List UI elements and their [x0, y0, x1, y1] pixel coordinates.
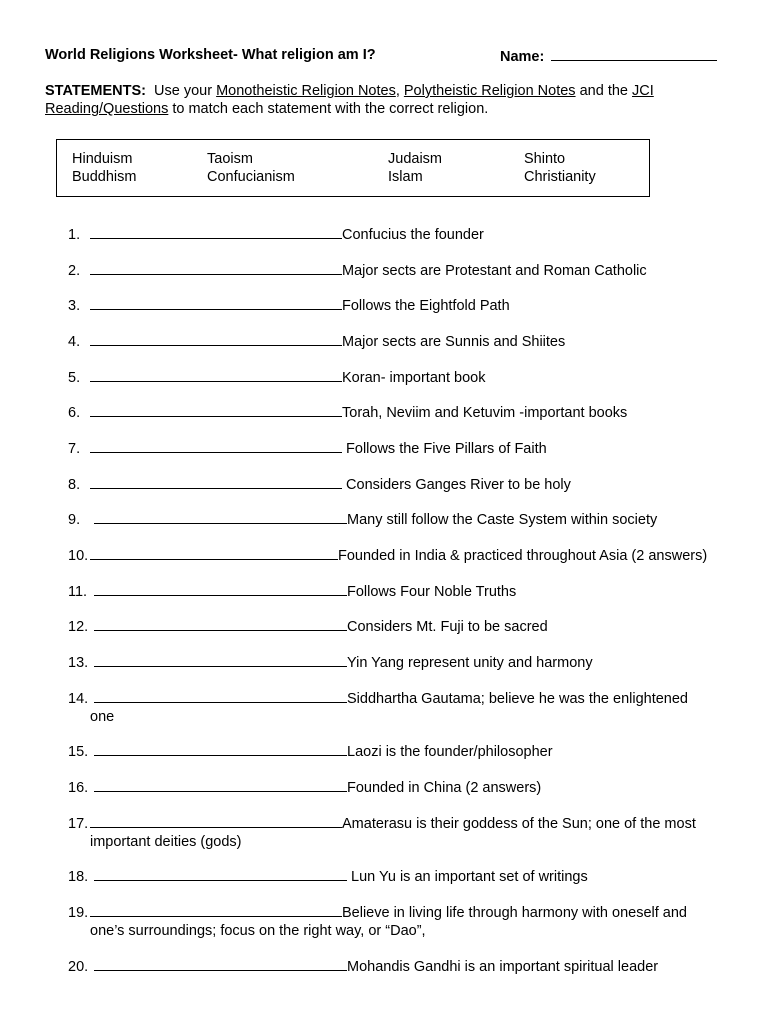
question-text: Follows the Five Pillars of Faith [342, 441, 547, 457]
statements-label: STATEMENTS: [45, 83, 146, 99]
question-text: Amaterasu is their goddess of the Sun; one of the most [342, 816, 696, 832]
question-item [68, 583, 738, 601]
religion-islam: Islam [388, 169, 423, 185]
jci-link-part-2: Reading/Questions [45, 101, 169, 117]
question-number: 11. [68, 584, 88, 600]
question-text: Koran- important book [342, 370, 486, 386]
question-text-continued: important deities (gods) [90, 834, 242, 850]
question-item [68, 958, 738, 976]
answer-blank[interactable] [90, 547, 338, 560]
question-number: 6. [68, 405, 81, 421]
question-text: Siddhartha Gautama; believe he was the enlightened [347, 691, 688, 707]
question-number: 13. [68, 655, 89, 671]
question-text: Follows the Eightfold Path [342, 298, 510, 314]
question-text: Considers Ganges River to be holy [342, 477, 571, 493]
answer-blank[interactable] [90, 369, 342, 382]
question-text: Mohandis Gandhi is an important spiritual leader [347, 959, 659, 975]
question-text: Torah, Neviim and Ketuvim -important books [342, 405, 628, 421]
monotheistic-notes-link: Monotheistic Religion Notes [216, 83, 396, 99]
answer-blank[interactable] [94, 958, 347, 971]
question-text: Laozi is the founder/philosopher [347, 744, 553, 760]
question-item [68, 440, 738, 458]
question-text: Believe in living life through harmony with oneself and [342, 905, 687, 921]
question-number: 17. [68, 816, 89, 832]
answer-blank[interactable] [90, 297, 342, 310]
question-item [68, 333, 738, 351]
religion-buddhism: Buddhism [72, 169, 137, 185]
religion-confucianism: Confucianism [207, 169, 295, 185]
answer-blank[interactable] [90, 262, 342, 275]
question-item [68, 511, 738, 529]
question-text: Considers Mt. Fuji to be sacred [347, 619, 548, 635]
answer-blank[interactable] [90, 815, 342, 828]
instructions-text-1: Use your [154, 83, 213, 99]
religion-christianity: Christianity [524, 169, 596, 185]
answer-blank[interactable] [94, 779, 347, 792]
answer-blank[interactable] [90, 404, 342, 417]
question-text: Many still follow the Caste System within society [347, 512, 658, 528]
question-number: 7. [68, 441, 81, 457]
answer-blank[interactable] [94, 583, 347, 596]
question-item [68, 868, 738, 886]
question-number: 8. [68, 477, 81, 493]
question-text: Confucius the founder [342, 227, 484, 243]
instructions-text-2: and the [579, 83, 628, 99]
question-number: 10. [68, 548, 89, 564]
question-number: 5. [68, 370, 81, 386]
answer-blank[interactable] [94, 743, 347, 756]
question-item [68, 690, 738, 726]
name-field[interactable] [500, 47, 717, 65]
question-text: Follows Four Noble Truths [347, 584, 517, 600]
religion-taoism: Taoism [207, 151, 253, 167]
instructions-sep: , [395, 83, 400, 99]
question-item [68, 369, 738, 387]
question-number: 20. [68, 959, 89, 975]
question-item [68, 743, 738, 761]
question-text: Yin Yang represent unity and harmony [347, 655, 593, 671]
question-item [68, 904, 738, 940]
question-item [68, 297, 738, 315]
question-item [68, 815, 738, 851]
question-number: 12. [68, 619, 89, 635]
instructions [45, 82, 705, 118]
religion-hinduism: Hinduism [72, 151, 133, 167]
question-number: 16. [68, 780, 89, 796]
question-item [68, 476, 738, 494]
question-text: Lun Yu is an important set of writings [347, 869, 588, 885]
question-item [68, 404, 738, 422]
answer-blank[interactable] [90, 226, 342, 239]
question-number: 14. [68, 691, 89, 707]
answer-blank[interactable] [94, 690, 347, 703]
religion-word-bank [56, 139, 650, 197]
question-text: Founded in India & practiced throughout Asia (2 answers) [338, 548, 708, 564]
name-blank-line[interactable] [551, 47, 717, 61]
question-number: 1. [68, 227, 81, 243]
answer-blank[interactable] [94, 868, 347, 881]
question-item [68, 779, 738, 797]
question-text-continued: one [90, 709, 115, 725]
question-text: Major sects are Protestant and Roman Catholic [342, 263, 647, 279]
question-item [68, 547, 738, 565]
question-number: 4. [68, 334, 81, 350]
religion-shinto: Shinto [524, 151, 566, 167]
answer-blank[interactable] [90, 440, 342, 453]
question-number: 15. [68, 744, 89, 760]
question-text: Founded in China (2 answers) [347, 780, 542, 796]
question-text-continued: one’s surroundings; focus on the right way, or “Dao”, [90, 923, 426, 939]
answer-blank[interactable] [90, 476, 342, 489]
question-number: 2. [68, 263, 81, 279]
question-number: 3. [68, 298, 81, 314]
worksheet-title: World Religions Worksheet- What religion am I? [45, 47, 376, 63]
question-number: 9. [68, 512, 81, 528]
name-label: Name: [500, 49, 545, 65]
answer-blank[interactable] [94, 511, 347, 524]
religion-judaism: Judaism [388, 151, 442, 167]
jci-link-part-1: JCI [632, 83, 654, 99]
question-number: 18. [68, 869, 89, 885]
question-item [68, 262, 738, 280]
question-item [68, 654, 738, 672]
polytheistic-notes-link: Polytheistic Religion Notes [403, 83, 576, 99]
instructions-text-3: to match each statement with the correct religion. [172, 101, 489, 117]
question-item [68, 618, 738, 636]
answer-blank[interactable] [94, 654, 347, 667]
question-number: 19. [68, 905, 89, 921]
answer-blank[interactable] [90, 333, 342, 346]
answer-blank[interactable] [94, 618, 347, 631]
question-text: Major sects are Sunnis and Shiites [342, 334, 566, 350]
answer-blank[interactable] [90, 904, 342, 917]
question-item [68, 226, 738, 244]
